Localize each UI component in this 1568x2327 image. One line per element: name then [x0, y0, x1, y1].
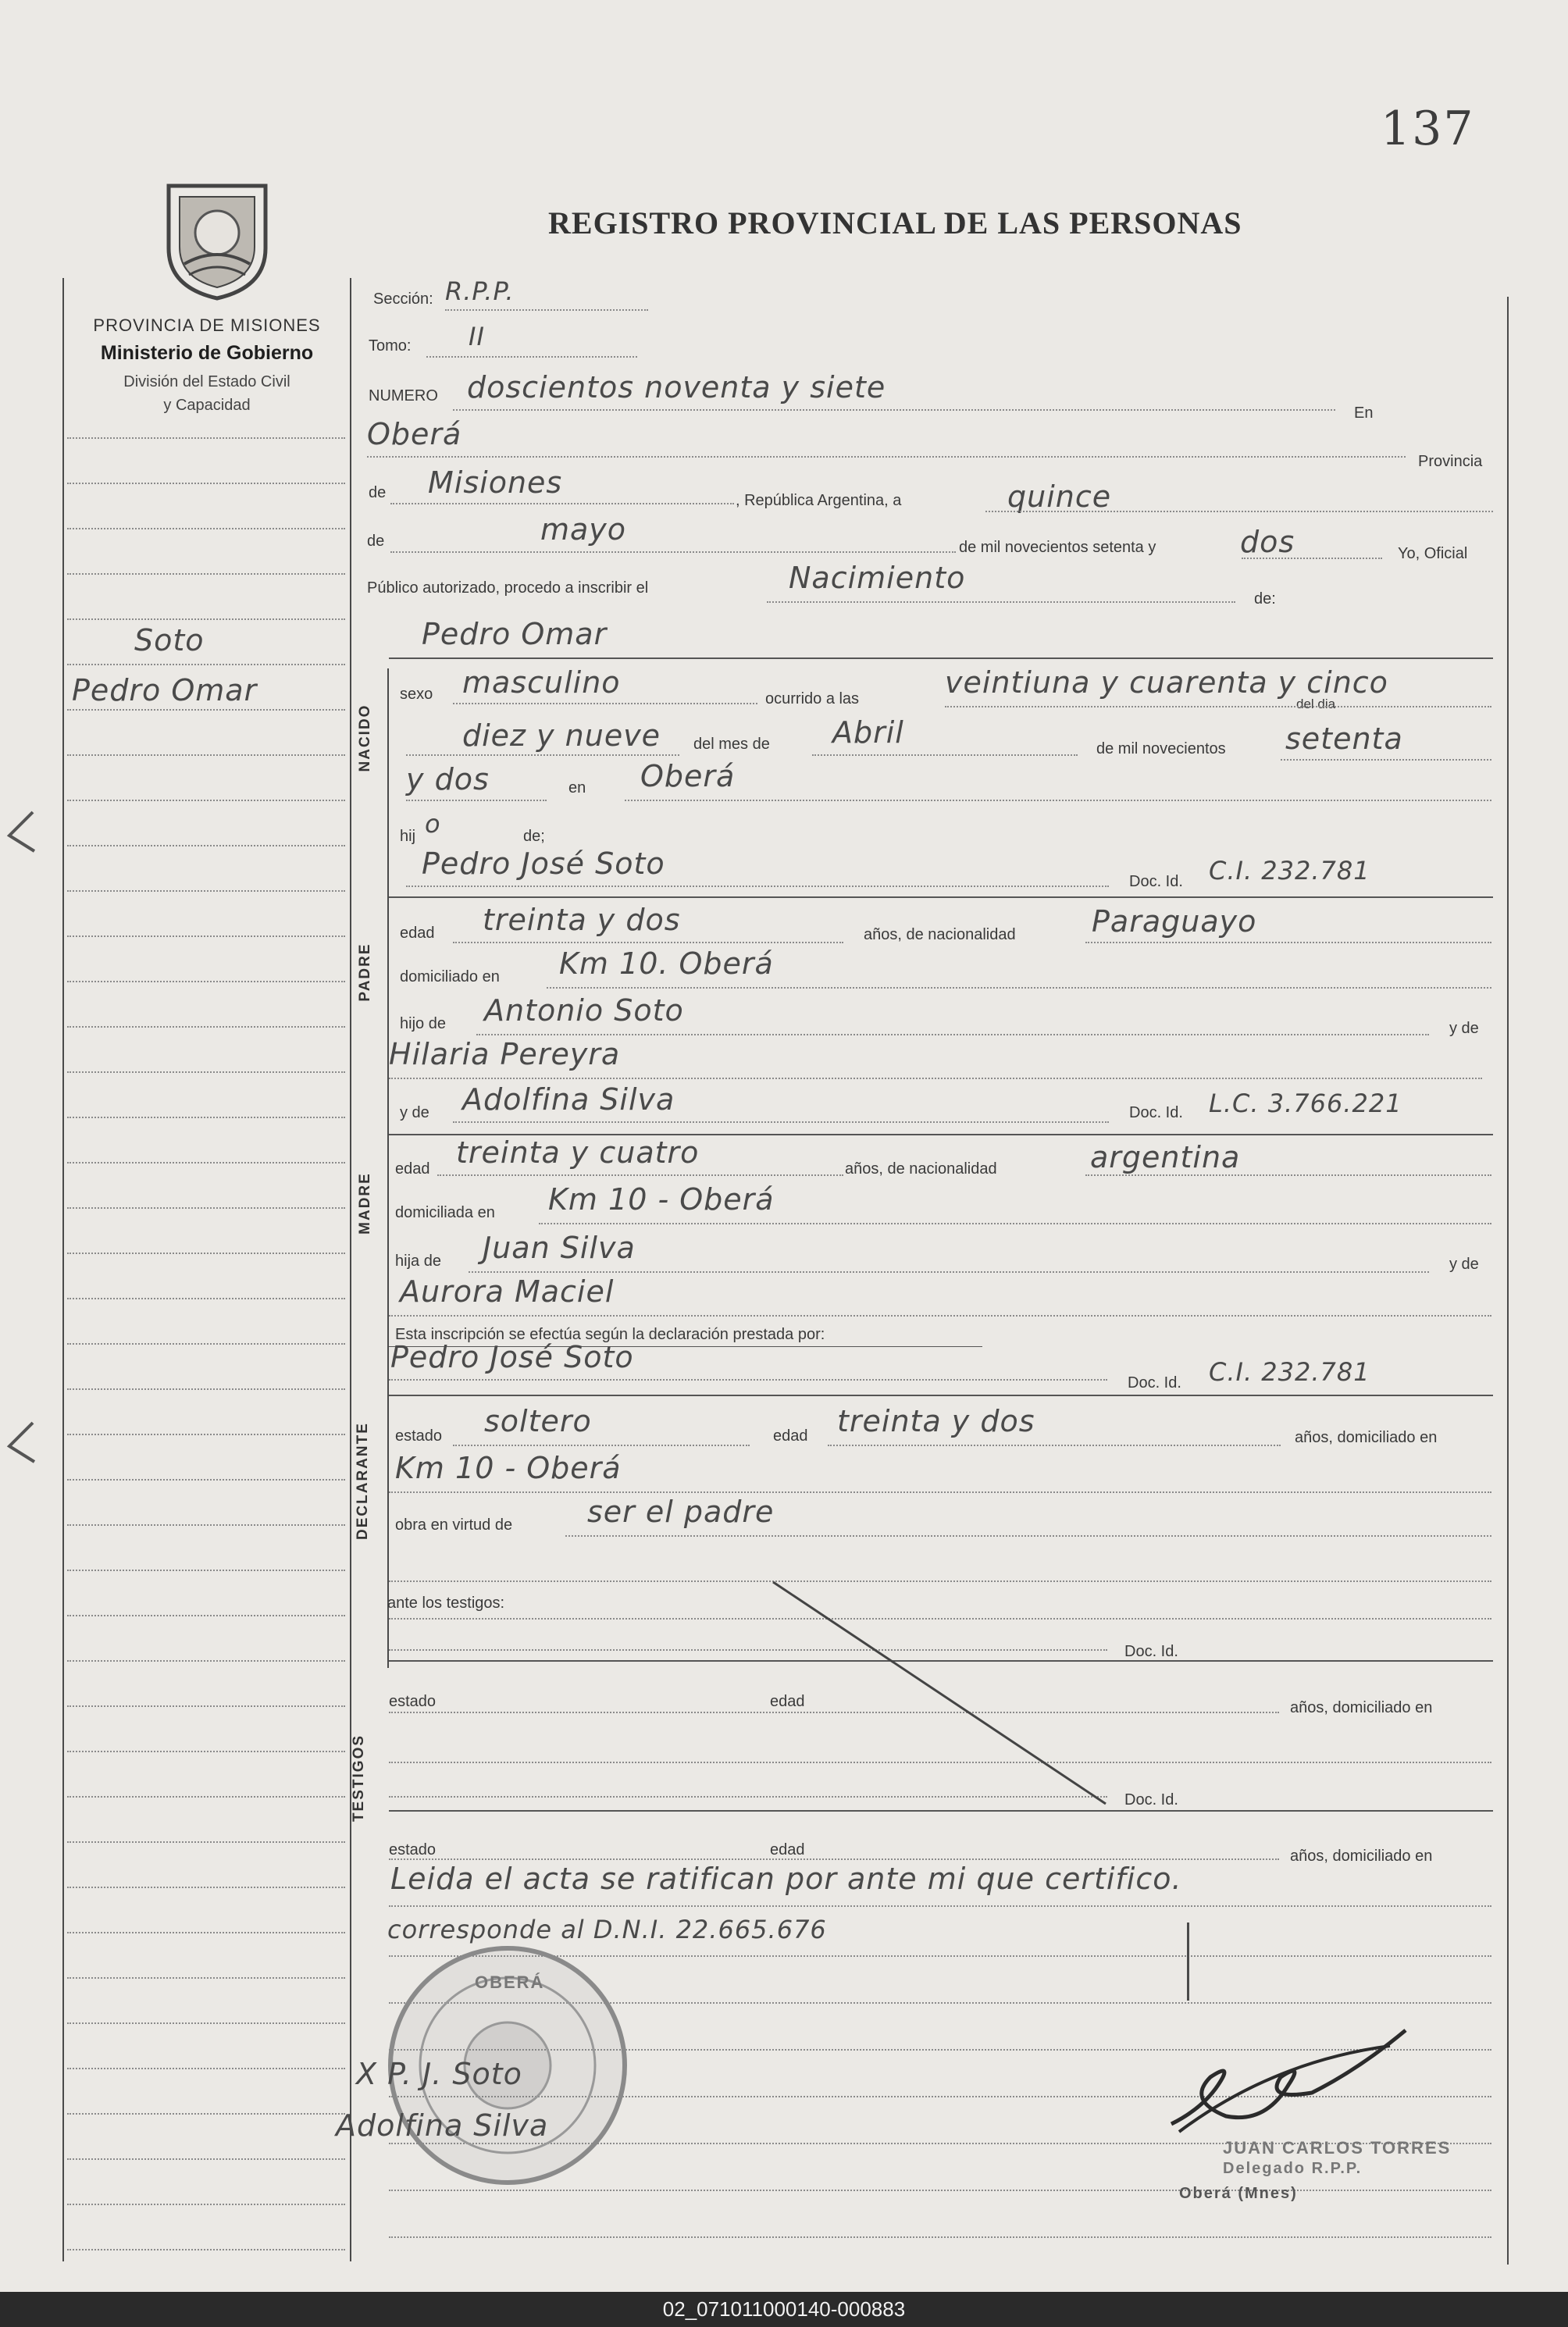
margin-ruled-line: [67, 1071, 345, 1073]
obra-value: ser el padre: [587, 1495, 775, 1529]
division-heading-2: y Capacidad: [163, 397, 251, 414]
margin-ruled-line: [67, 528, 345, 529]
lugar-nac-value: Oberá: [640, 759, 736, 793]
sexo-value: masculino: [462, 665, 621, 700]
margin-ruled-line: [67, 1796, 345, 1798]
margin-ruled-line: [67, 1887, 345, 1888]
testigo2-edad-label: edad: [770, 1841, 805, 1858]
inscripcion-label: Esta inscripción se efectúa según la declaración prestada por:: [395, 1326, 825, 1343]
margin-ruled-line: [67, 1117, 345, 1118]
padre-hijo-de-label: hijo de: [400, 1015, 446, 1032]
madre-edad-value: treinta y cuatro: [456, 1135, 700, 1170]
madre-edad-label: edad: [395, 1160, 430, 1178]
margin-ruled-line: [67, 1298, 345, 1299]
margin-ruled-line: [67, 754, 345, 756]
margin-ruled-line: [67, 1570, 345, 1571]
declarante-domiciliado-label: años, domiciliado en: [1295, 1429, 1438, 1446]
testigo1-edad-label: edad: [770, 1693, 805, 1710]
provincia-value: Misiones: [428, 465, 563, 500]
hijo-suffix-value: o: [425, 809, 441, 839]
margin-ruled-line: [67, 1479, 345, 1481]
del-mes-label: del mes de: [693, 736, 770, 753]
margin-ruled-line: [67, 1343, 345, 1345]
padre-dom-value: Km 10. Oberá: [559, 946, 774, 981]
margin-ruled-line: [67, 1388, 345, 1390]
padre-y-de-label: y de: [1449, 1020, 1479, 1037]
madre-dom-label: domiciliada en: [395, 1204, 495, 1221]
section-declarante: DECLARANTE: [355, 1422, 371, 1540]
declarante-doc-value: C.I. 232.781: [1209, 1357, 1370, 1387]
testigo2-estado-label: estado: [389, 1841, 437, 1858]
madre-doc-value: L.C. 3.766.221: [1209, 1089, 1402, 1118]
margin-ruled-line: [67, 1751, 345, 1752]
ocurrido-label: ocurrido a las: [765, 690, 860, 707]
dia-value: quince: [1007, 479, 1112, 514]
margin-ruled-line: [67, 981, 345, 982]
province-heading: PROVINCIA DE MISIONES: [93, 315, 321, 335]
obra-label: obra en virtud de: [395, 1516, 513, 1534]
margin-ruled-line: [67, 2158, 345, 2160]
margin-ruled-line: [67, 1705, 345, 1707]
en-label: En: [1354, 404, 1374, 422]
note-line-2: corresponde al D.N.I. 22.665.676: [387, 1915, 827, 1944]
testigo2-domiciliado-label: años, domiciliado en: [1290, 1848, 1433, 1865]
margin-left-border: [62, 278, 64, 2261]
padre-nac-label: años, de nacionalidad: [864, 926, 1016, 943]
testigo1-domiciliado-label: años, domiciliado en: [1290, 1699, 1433, 1716]
seccion-value: R.P.P.: [445, 276, 515, 306]
official-name: JUAN CARLOS TORRES: [1223, 2138, 1452, 2158]
numero-value: doscientos noventa y siete: [467, 370, 886, 404]
signature-declarante: X P. J. Soto: [356, 2057, 522, 2091]
official-title: Delegado R.P.P.: [1223, 2160, 1363, 2177]
publico-label: Público autorizado, procedo a inscribir el: [367, 579, 649, 597]
padre-doc-label: Doc. Id.: [1129, 873, 1183, 890]
testigo2-doc-label: Doc. Id.: [1124, 1791, 1178, 1809]
provincia-label: Provincia: [1418, 453, 1483, 470]
abuela-mat-value: Aurora Maciel: [400, 1274, 615, 1309]
testigo1-doc-label: Doc. Id.: [1124, 1643, 1178, 1660]
margin-ruled-line: [67, 2204, 345, 2205]
mil-novecientos-nac-label: de mil novecientos: [1096, 740, 1226, 757]
seccion-label: Sección:: [373, 290, 433, 308]
margin-ruled-line: [67, 483, 345, 484]
section-tag-border: [387, 668, 389, 1668]
margin-ruled-line: [67, 800, 345, 801]
margin-ruled-line: [67, 1434, 345, 1435]
padre-nac-value: Paraguayo: [1092, 904, 1257, 939]
margin-ruled-line: [67, 1977, 345, 1979]
margin-ruled-line: [67, 1207, 345, 1209]
del-dia-label: del dia: [1296, 697, 1336, 711]
margin-ruled-line: [67, 1841, 345, 1843]
madre-doc-label: Doc. Id.: [1129, 1104, 1183, 1121]
form-right-border: [1507, 297, 1509, 2265]
padre-edad-label: edad: [400, 925, 435, 942]
de-label: de: [369, 484, 387, 501]
anio-nac-value-2: y dos: [406, 762, 490, 796]
division-heading: División del Estado Civil: [123, 373, 290, 390]
margin-ruled-line: [67, 1162, 345, 1164]
dia-nac-value: diez y nueve: [462, 718, 661, 753]
tomo-label: Tomo:: [369, 337, 412, 355]
hij-label: hij: [400, 828, 416, 845]
testigos-label: ante los testigos:: [387, 1595, 505, 1612]
madre-dom-value: Km 10 - Oberá: [548, 1182, 775, 1217]
declarante-edad-label: edad: [773, 1427, 808, 1445]
tomo-value: II: [469, 322, 485, 351]
madre-y-de-label: y de: [400, 1104, 429, 1121]
declarante-estado-label: estado: [395, 1427, 443, 1445]
madre-nac-label: años, de nacionalidad: [845, 1160, 997, 1178]
margin-ruled-line: [67, 1524, 345, 1526]
de-semi-label: de;: [523, 828, 545, 845]
abuelo-mat-value: Juan Silva: [483, 1231, 636, 1265]
margin-ruled-line: [67, 1253, 345, 1254]
testigo1-estado-label: estado: [389, 1693, 437, 1710]
section-testigos: TESTIGOS: [351, 1734, 367, 1823]
declarante-dom-value: Km 10 - Oberá: [395, 1451, 622, 1485]
lugar-value: Oberá: [367, 417, 462, 451]
margin-ruled-line: [67, 845, 345, 846]
margin-given-names: Pedro Omar: [72, 673, 258, 707]
declarante-nombre-value: Pedro José Soto: [390, 1340, 634, 1374]
cancel-diagonal-line: [765, 1576, 1117, 1810]
section-padre: PADRE: [357, 943, 373, 1002]
republica-label: , República Argentina, a: [736, 492, 902, 509]
sexo-label: sexo: [400, 686, 433, 703]
mes-value: mayo: [540, 512, 627, 547]
margin-right-border: [350, 278, 351, 2261]
hora-value: veintiuna y cuarenta y cinco: [945, 665, 1388, 700]
yo-oficial-label: Yo, Oficial: [1398, 545, 1468, 562]
margin-ruled-line: [67, 1615, 345, 1616]
numero-label: NUMERO: [369, 387, 438, 404]
ministry-heading: Ministerio de Gobierno: [100, 342, 314, 364]
abuela-pat-value: Hilaria Pereyra: [389, 1037, 621, 1071]
official-signature: [1156, 2015, 1413, 2155]
margin-ruled-line: [67, 573, 345, 575]
en-nac-label: en: [568, 779, 586, 796]
page-title: REGISTRO PROVINCIAL DE LAS PERSONAS: [548, 205, 1242, 241]
margin-ruled-line: [67, 664, 345, 665]
note-line-1: Leida el acta se ratifican por ante mi que certifico.: [390, 1862, 1182, 1896]
margin-ruled-line: [67, 2249, 345, 2250]
madre-y-de-label-2: y de: [1449, 1256, 1479, 1273]
margin-ruled-line: [67, 1660, 345, 1662]
coat-of-arms-emblem: [153, 178, 281, 301]
margin-ruled-line: [67, 2068, 345, 2069]
margin-ruled-line: [67, 618, 345, 620]
margin-ruled-line: [67, 1026, 345, 1028]
official-place: Oberá (Mnes): [1179, 2185, 1298, 2202]
margin-ruled-line: [67, 890, 345, 892]
anio-nac-value: setenta: [1285, 722, 1403, 756]
declarante-edad-value: treinta y dos: [837, 1404, 1035, 1438]
margin-ruled-line: [67, 2113, 345, 2115]
stamp-text: OBERÁ: [475, 1972, 545, 1992]
footer-file-id: 02_071011000140-000883: [0, 2292, 1568, 2327]
margin-ruled-line: [67, 709, 345, 711]
madre-nac-value: argentina: [1090, 1140, 1241, 1174]
section-madre: MADRE: [357, 1172, 373, 1235]
padre-dom-label: domiciliado en: [400, 968, 500, 985]
de-colon-label: de:: [1254, 590, 1276, 608]
madre-nombre-value: Adolfina Silva: [462, 1082, 675, 1117]
de-label-2: de: [367, 533, 385, 550]
handwritten-mark: [1187, 1923, 1189, 2001]
margin-tick-mark: [2, 1417, 41, 1471]
page-number: 137: [1381, 102, 1475, 156]
mes-nac-value: Abril: [832, 715, 904, 750]
margin-tick-mark: [2, 806, 41, 861]
margin-surname: Soto: [134, 623, 205, 657]
margin-ruled-line: [67, 437, 345, 439]
padre-nombre-value: Pedro José Soto: [422, 846, 665, 881]
madre-hija-de-label: hija de: [395, 1253, 441, 1270]
margin-ruled-line: [67, 2022, 345, 2024]
nombre-value: Pedro Omar: [422, 617, 608, 651]
declarante-doc-label: Doc. Id.: [1128, 1374, 1181, 1392]
abuelo-pat-value: Antonio Soto: [484, 993, 684, 1028]
margin-ruled-line: [67, 935, 345, 937]
declarante-estado-value: soltero: [484, 1404, 592, 1438]
margin-ruled-line: [67, 1932, 345, 1933]
section-nacido: NACIDO: [357, 704, 373, 772]
mil-novecientos-label: de mil novecientos setenta y: [959, 539, 1156, 556]
acto-value: Nacimiento: [789, 561, 966, 595]
anio-value: dos: [1240, 525, 1295, 559]
signature-madre: Adolfina Silva: [336, 2108, 549, 2143]
padre-edad-value: treinta y dos: [483, 903, 681, 937]
padre-doc-value: C.I. 232.781: [1209, 856, 1370, 886]
